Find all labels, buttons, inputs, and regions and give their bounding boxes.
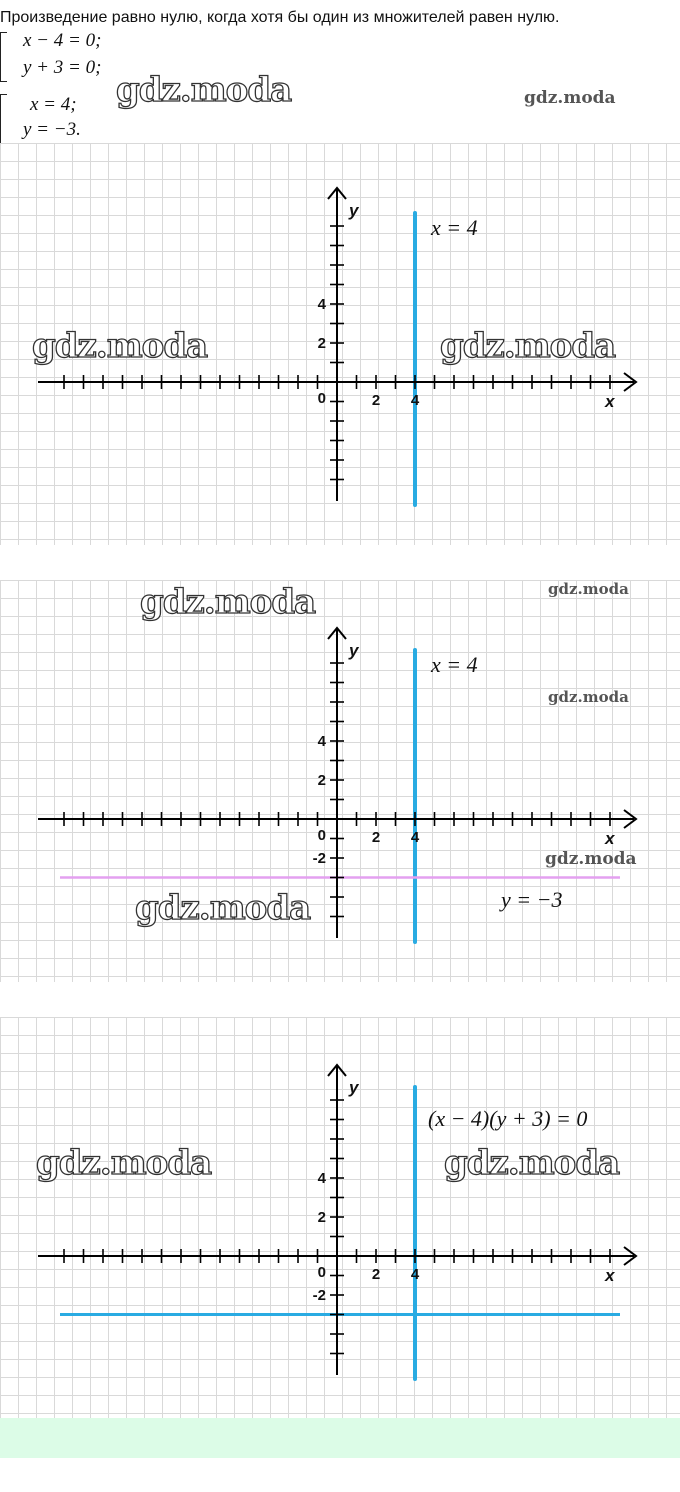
system2-line1: x = 4; xyxy=(30,94,77,115)
system-brace xyxy=(0,94,7,144)
y-tick-label: -2 xyxy=(312,850,326,867)
system2-line2: y = −3. xyxy=(23,119,81,140)
x-axis-label: x xyxy=(605,392,615,411)
watermark: gdz.moda xyxy=(116,70,292,110)
origin-label: 0 xyxy=(317,1264,326,1281)
grid xyxy=(0,1017,680,1419)
equation-label: x = 4 xyxy=(431,652,478,677)
footer-band xyxy=(0,1418,680,1458)
y-axis-label: y xyxy=(349,1078,359,1097)
equation-label-2: y = −3 xyxy=(501,887,563,912)
watermark: gdz.moda xyxy=(32,326,208,366)
x-axis-label: x xyxy=(605,1266,615,1285)
graph-canvas xyxy=(0,1017,680,1419)
system1-line2: y + 3 = 0; xyxy=(23,57,102,78)
y-axis-label: y xyxy=(349,641,359,660)
watermark: gdz.moda xyxy=(440,326,616,366)
x-tick-label: 4 xyxy=(410,392,420,409)
y-tick-label: 4 xyxy=(317,733,326,750)
graph-x-equals-4 xyxy=(0,143,680,545)
graph-product-equation xyxy=(0,1017,680,1419)
equation-label: x = 4 xyxy=(431,215,478,240)
graph-canvas xyxy=(0,143,680,545)
y-tick-label: 4 xyxy=(317,1170,326,1187)
y-tick-label: 4 xyxy=(317,296,326,313)
x-tick-label: 2 xyxy=(371,1266,381,1283)
watermark: gdz.moda xyxy=(140,582,316,622)
graph-canvas xyxy=(0,580,680,982)
watermark: gdz.moda xyxy=(545,849,637,869)
watermark: gdz.moda xyxy=(548,580,629,598)
y-tick-label: 2 xyxy=(317,1209,326,1226)
x-tick-label: 2 xyxy=(371,829,381,846)
grid xyxy=(0,580,680,982)
origin-label: 0 xyxy=(317,390,326,407)
x-tick-label: 4 xyxy=(410,829,420,846)
origin-label: 0 xyxy=(317,827,326,844)
watermark: gdz.moda xyxy=(135,888,311,928)
graph-x4-and-y-3 xyxy=(0,580,680,982)
intro-text: Произведение равно нулю, когда хотя бы один из множителей равен нулю. xyxy=(0,9,560,26)
equation-label: (x − 4)(y + 3) = 0 xyxy=(428,1106,588,1131)
x-tick-label: 4 xyxy=(410,1266,420,1283)
watermark: gdz.moda xyxy=(36,1143,212,1183)
y-tick-label: 2 xyxy=(317,335,326,352)
system1-line1: x − 4 = 0; xyxy=(23,30,102,51)
x-axis-label: x xyxy=(605,829,615,848)
watermark: gdz.moda xyxy=(524,88,616,108)
x-tick-label: 2 xyxy=(371,392,381,409)
watermark: gdz.moda xyxy=(444,1143,620,1183)
y-axis-label: y xyxy=(349,201,359,220)
watermark: gdz.moda xyxy=(548,688,629,706)
y-tick-label: 2 xyxy=(317,772,326,789)
system-brace xyxy=(0,32,7,82)
y-tick-label: -2 xyxy=(312,1287,326,1304)
